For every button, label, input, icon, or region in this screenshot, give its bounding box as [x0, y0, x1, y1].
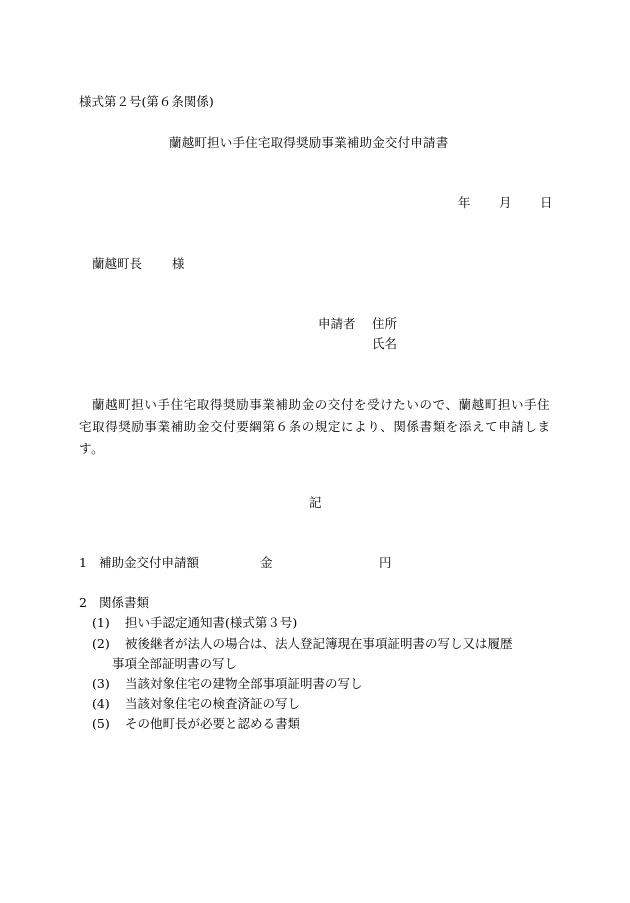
applicant-label: 申請者	[318, 316, 356, 331]
ki-heading: 記	[309, 495, 322, 510]
item1-yen: 円	[379, 555, 392, 570]
doc-text: その他町長が必要と認める書類	[125, 716, 301, 731]
addressee-name: 蘭越町長	[92, 256, 143, 271]
date-year-label: 年	[458, 195, 471, 210]
doc-number: (1)	[92, 615, 110, 630]
doc-text: 被後継者が法人の場合は、法人登記簿現在事項証明書の写し又は履歴	[125, 636, 513, 651]
form-number: 様式第２号(第６条関係)	[79, 94, 214, 109]
applicant-address-label: 住所	[372, 316, 398, 331]
doc-number: (3)	[92, 676, 110, 691]
body-paragraph	[79, 394, 551, 460]
date-month-label: 月	[499, 195, 512, 210]
date-day-label: 日	[540, 195, 553, 210]
item1-number: 1	[79, 555, 87, 570]
document-title: 蘭越町担い手住宅取得奨励事業補助金交付申請書	[169, 135, 449, 150]
doc-text-continuation: 事項全部証明書の写し	[112, 656, 238, 671]
body-text: 蘭越町担い手住宅取得奨励事業補助金の交付を受けたいので、蘭越町担い手住宅取得奨励事業補助金交付要綱第６条の規定により、関係書類を添えて申請します。	[79, 397, 551, 456]
doc-text: 当該対象住宅の検査済証の写し	[125, 696, 301, 711]
item2-number: 2	[79, 595, 87, 610]
doc-number: (2)	[92, 636, 110, 651]
doc-text: 担い手認定通知書(様式第３号)	[125, 615, 298, 630]
doc-number: (5)	[92, 716, 110, 731]
item1-label: 補助金交付申請額	[99, 555, 200, 570]
item1-kin: 金	[260, 555, 273, 570]
addressee-honorific: 様	[172, 256, 185, 271]
doc-number: (4)	[92, 696, 110, 711]
applicant-name-label: 氏名	[372, 336, 398, 351]
doc-text: 当該対象住宅の建物全部事項証明書の写し	[125, 676, 363, 691]
item2-label: 関係書類	[99, 595, 150, 610]
